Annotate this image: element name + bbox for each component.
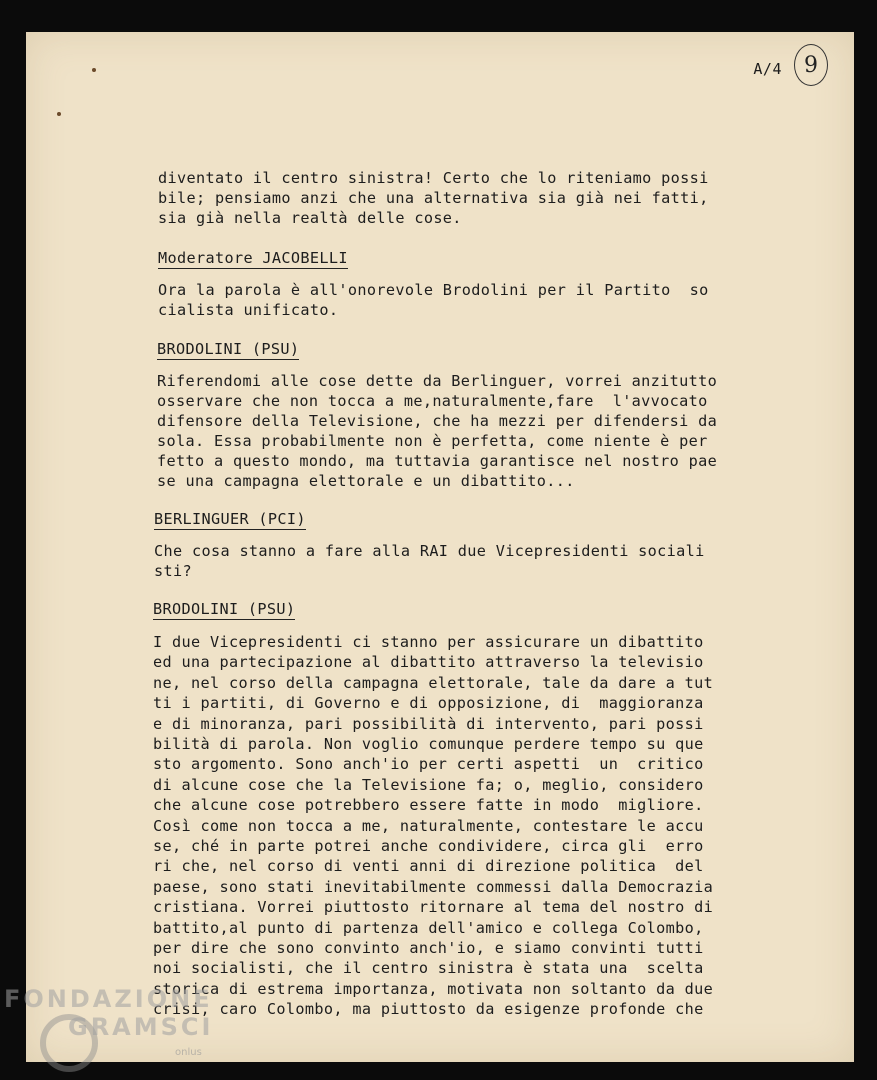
speaker-heading: Moderatore JACOBELLI [158, 249, 348, 267]
text-line: ed una partecipazione al dibattito attraverso la televisio [153, 653, 704, 672]
text-line: diventato il centro sinistra! Certo che lo riteniamo possi [158, 169, 709, 187]
text-line: sti? [154, 562, 192, 580]
text-line: Ora la parola è all'onorevole Brodolini per il Partito so [158, 281, 709, 299]
text-line: ri che, nel corso di venti anni di direzione politica del [153, 857, 704, 876]
text-line: bilità di parola. Non voglio comunque perdere tempo su que [153, 735, 704, 753]
text-line: se una campagna elettorale e un dibattito... [157, 472, 575, 490]
text-line: per dire che sono convinto anch'io, e siamo convinti tutti [153, 939, 704, 957]
page-number: A/4 [753, 60, 782, 78]
text-line: storica di estrema importanza, motivata non soltanto da due [153, 979, 714, 998]
speaker-heading: BRODOLINI (PSU) [157, 340, 300, 358]
watermark-line1: FONDAZIONE [4, 985, 213, 1013]
text-line: sto argomento. Sono anch'io per certi aspetti un critico [153, 755, 704, 774]
document-page [26, 32, 854, 1062]
text-line: fetto a questo mondo, ma tuttavia garantisce nel nostro pae [157, 452, 718, 470]
speaker-heading: BRODOLINI (PSU) [153, 600, 296, 618]
paper-speck [92, 68, 96, 72]
text-line: di alcune cose che la Televisione fa; o, meglio, considero [153, 775, 704, 794]
text-line: bile; pensiamo anzi che una alternativa sia già nei fatti, [158, 189, 709, 207]
text-line: osservare che non tocca a me,naturalmente,fare l'avvocato [157, 392, 708, 410]
paper-speck [57, 112, 61, 116]
text-line: ti i partiti, di Governo e di opposizione, di maggioranza [153, 694, 704, 713]
text-line: cialista unificato. [158, 301, 339, 319]
text-line: Riferendomi alle cose dette da Berlinguer, vorrei anzitutto [157, 372, 718, 390]
text-line: cristiana. Vorrei piuttosto ritornare al tema del nostro di [153, 898, 714, 917]
text-line: e di minoranza, pari possibilità di intervento, pari possi [153, 714, 704, 733]
text-line: battito,al punto di partenza dell'amico e collega Colombo, [153, 918, 704, 937]
text-line: sia già nella realtà delle cose. [158, 209, 462, 227]
text-line: difensore della Televisione, che ha mezzi per difendersi da [157, 412, 718, 430]
text-line: Che cosa stanno a fare alla RAI due Vicepresidenti sociali [154, 542, 705, 560]
text-line: Così come non tocca a me, naturalmente, contestare le accu [153, 816, 704, 835]
watermark [4, 985, 213, 1041]
text-line: noi socialisti, che il centro sinistra è stata una scelta [153, 959, 704, 978]
speaker-heading: BERLINGUER (PCI) [154, 510, 306, 528]
text-line: se, ché in parte potrei anche condividere, circa gli erro [153, 837, 704, 855]
text-line: sola. Essa probabilmente non è perfetta, come niente è per [157, 432, 708, 450]
text-line: paese, sono stati inevitabilmente commessi dalla Democrazia [153, 877, 714, 896]
watermark-line2: GRAMSCI [68, 1013, 214, 1041]
text-line: crisi, caro Colombo, ma piuttosto da esigenze profonde che [153, 1000, 704, 1019]
watermark-sub: onlus [175, 1047, 202, 1058]
text-line: ne, nel corso della campagna elettorale, tale da dare a tut [153, 673, 714, 692]
text-line: I due Vicepresidenti ci stanno per assicurare un dibattito [153, 633, 704, 651]
text-line: che alcune cose potrebbero essere fatte in modo migliore. [153, 796, 704, 815]
circled-folio-number: 9 [794, 44, 828, 86]
